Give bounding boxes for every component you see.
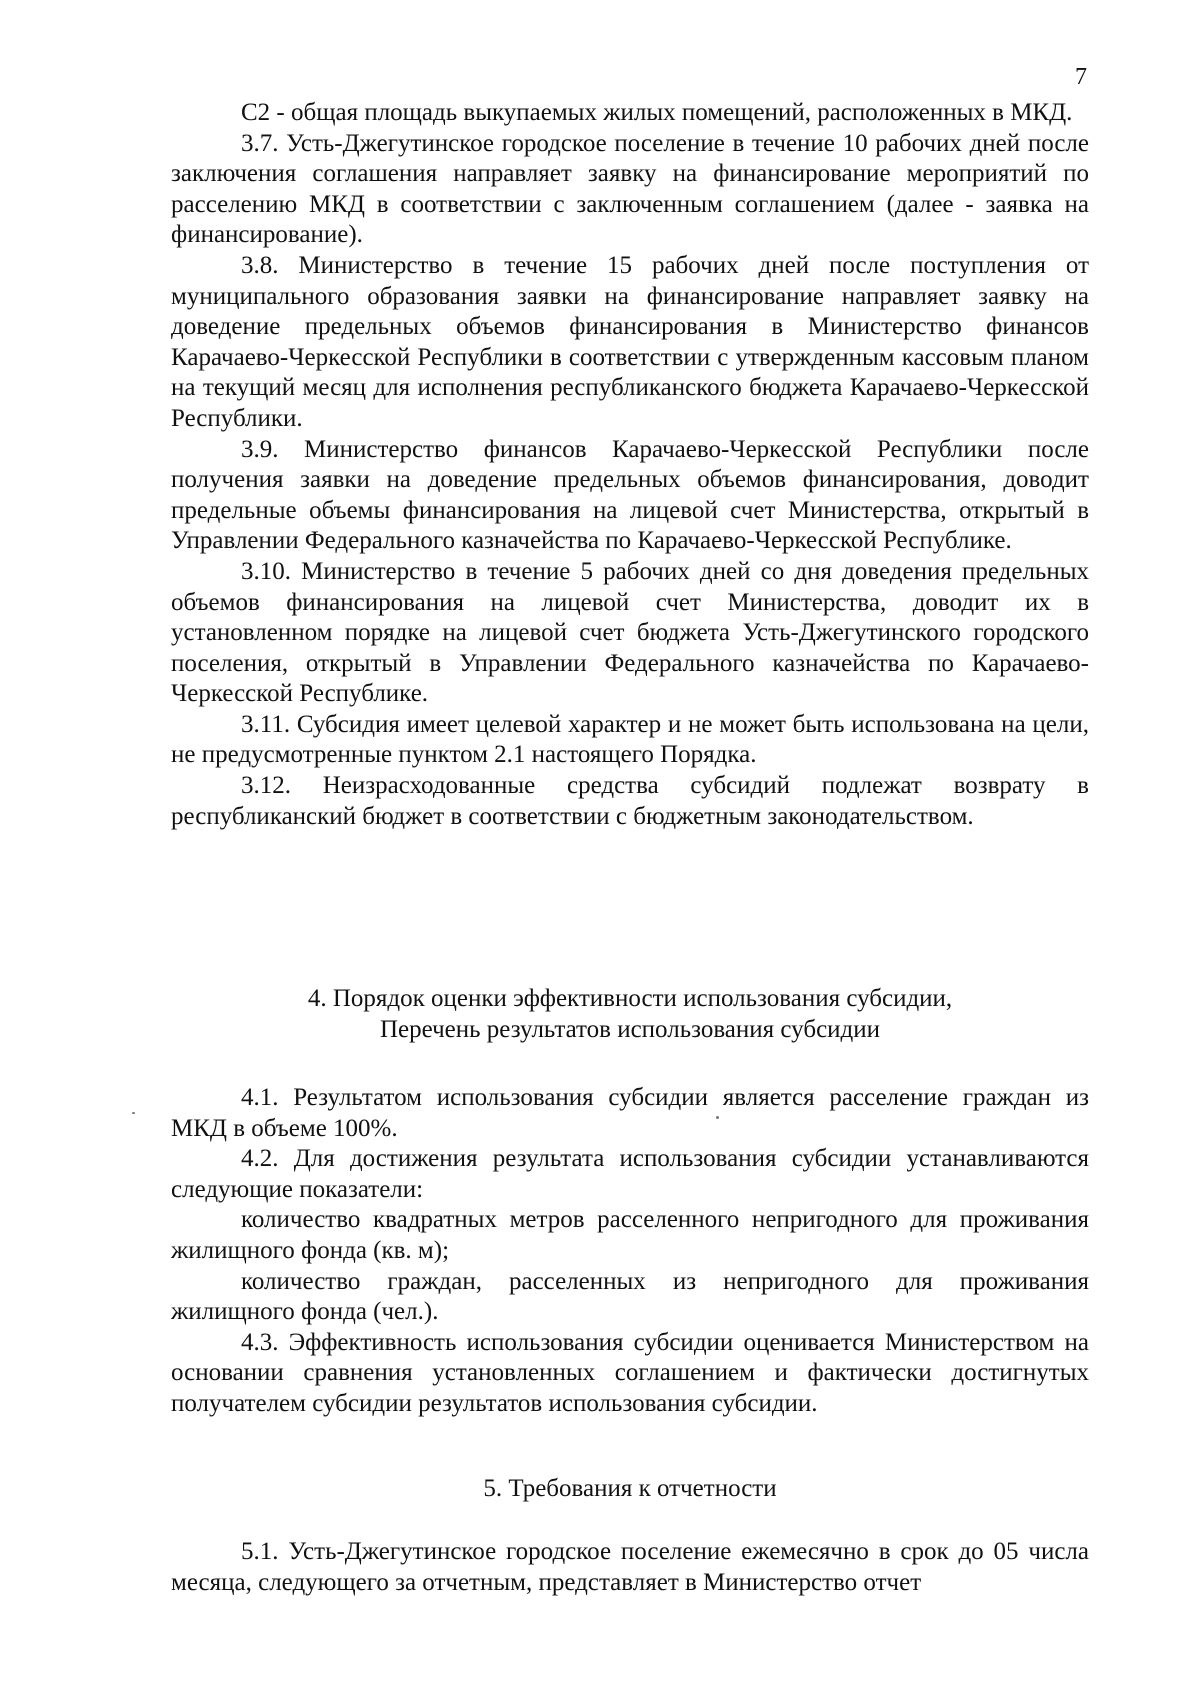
section4-heading-line1: 4. Порядок оценки эффективности использования субсидии, bbox=[307, 985, 953, 1012]
section5-paragraphs bbox=[171, 1537, 1089, 1598]
section5-heading-text: 5. Требования к отчетности bbox=[483, 1475, 777, 1502]
paragraph-4-3: 4.3. Эффективность использования субсидии оценивается Министерством на основании сравнения установленных соглашением и фактически достигнутых получателем субсидии результатов использования субсидии. bbox=[171, 1328, 1089, 1417]
section4-paragraphs bbox=[171, 1083, 1089, 1420]
paragraph-3-7: 3.7. Усть-Джегутинское городское поселение в течение 10 рабочих дней после заключения соглашения направляет заявку на финансирование мероприятий по расселению МКД в соответствии с заключенным соглашением (далее - заявка на финансирование). bbox=[171, 129, 1089, 249]
indicator-citizens: количество граждан, расселенных из непригодного для проживания жилищного фонда (чел.). bbox=[171, 1267, 1089, 1326]
paragraph-3-8: 3.8. Министерство в течение 15 рабочих дней после поступления от муниципального образования заявки на финансирование направляет заявку на доведение предельных объемов финансирования в Министерство финансов Карачаево-Черкесской Республики в соответствии с утвержденным кассовым планом на текущий месяц для исполнения республиканского бюджета Карачаево-Черкесской Республики. bbox=[171, 251, 1089, 432]
scan-speck bbox=[132, 1112, 135, 1114]
paragraph-4-2: 4.2. Для достижения результата использования субсидии устанавливаются следующие показатели: bbox=[171, 1145, 1089, 1203]
paragraph-4-1: 4.1. Результатом использования субсидии является расселение граждан из МКД в объеме 100%. bbox=[171, 1084, 1089, 1142]
indicator-square-meters: количество квадратных метров расселенного непригодного для проживания жилищного фонда (кв. м); bbox=[171, 1206, 1089, 1264]
paragraph-c2-definition: С2 - общая площадь выкупаемых жилых помещений, расположенных в МКД. bbox=[241, 99, 1073, 126]
section4-heading-line2: Перечень результатов использования субсидии bbox=[379, 1016, 881, 1043]
scan-speck bbox=[716, 1116, 719, 1119]
section4-heading bbox=[171, 983, 1089, 1045]
paragraph-3-9: 3.9. Министерство финансов Карачаево-Черкесской Республики после получения заявки на доведение предельных объемов финансирования, доводит предельные объемы финансирования на лицевой счет Министерства, открытый в Управлении Федерального казначейства по Карачаево-Черкесской Республике. bbox=[171, 435, 1089, 555]
page-number: 7 bbox=[1075, 64, 1087, 90]
section3-paragraphs bbox=[171, 98, 1089, 832]
section5-heading bbox=[171, 1473, 1089, 1504]
paragraph-3-11: 3.11. Субсидия имеет целевой характер и не может быть использована на цели, не предусмотренные пунктом 2.1 настоящего Порядка. bbox=[171, 710, 1089, 769]
paragraph-5-1: 5.1. Усть-Джегутинское городское поселение ежемесячно в срок до 05 числа месяца, следующего за отчетным, представляет в Министерство отчет bbox=[171, 1538, 1089, 1596]
paragraph-3-12: 3.12. Неизрасходованные средства субсидий подлежат возврату в республиканский бюджет в соответствии с бюджетным законодательством. bbox=[171, 772, 1089, 830]
paragraph-3-10: 3.10. Министерство в течение 5 рабочих дней со дня доведения предельных объемов финансирования на лицевой счет Министерства, доводит их в установленном порядке на лицевой счет бюджета Усть-Джегутинского городского поселения, открытый в Управлении Федерального казначейства по Карачаево-Черкесской Республике. bbox=[171, 557, 1089, 708]
